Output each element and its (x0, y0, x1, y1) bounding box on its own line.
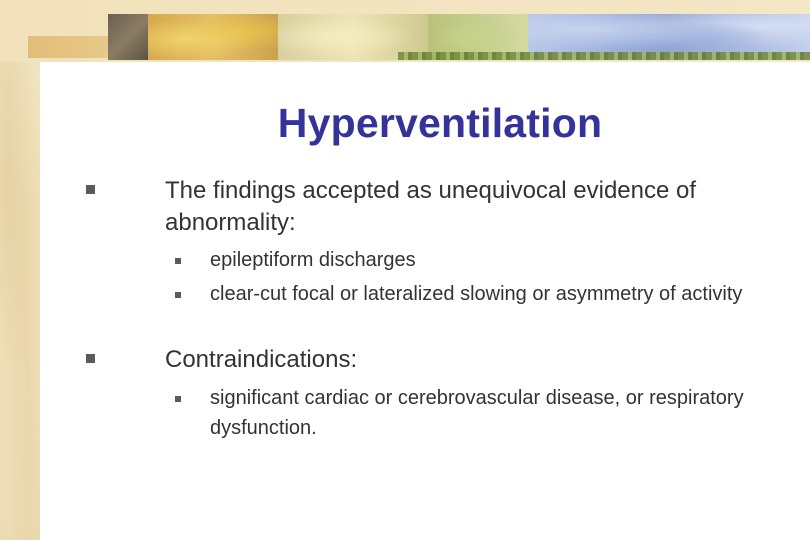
sub-bullet-square-icon (175, 258, 181, 264)
bullet-text-contraindications: Contraindications: (165, 346, 358, 373)
bullet-square-icon (86, 185, 95, 194)
collage-dotted-border (398, 52, 810, 60)
collage-dark-segment (108, 14, 148, 60)
left-decorative-strip (0, 0, 40, 540)
slide-title: Hyperventilation (277, 100, 603, 146)
collage-leaf-segment (148, 14, 278, 60)
bullet-text-findings: The findings accepted as unequivocal evidence of abnormality: (165, 177, 697, 236)
sub-bullet-text-epileptiform: epileptiform discharges (210, 249, 416, 271)
header-collage-image (108, 14, 810, 60)
sub-bullet-text-cardiac: significant cardiac or cerebrovascular disease, or respiratory dysfunction. (210, 387, 744, 439)
sub-bullet-text-slowing: clear-cut focal or lateralized slowing or asymmetry of activity (210, 283, 743, 305)
sub-bullet-square-icon (175, 396, 181, 402)
sub-bullet-square-icon (175, 292, 181, 298)
tan-accent-block (28, 36, 108, 58)
bullet-square-icon (86, 354, 95, 363)
